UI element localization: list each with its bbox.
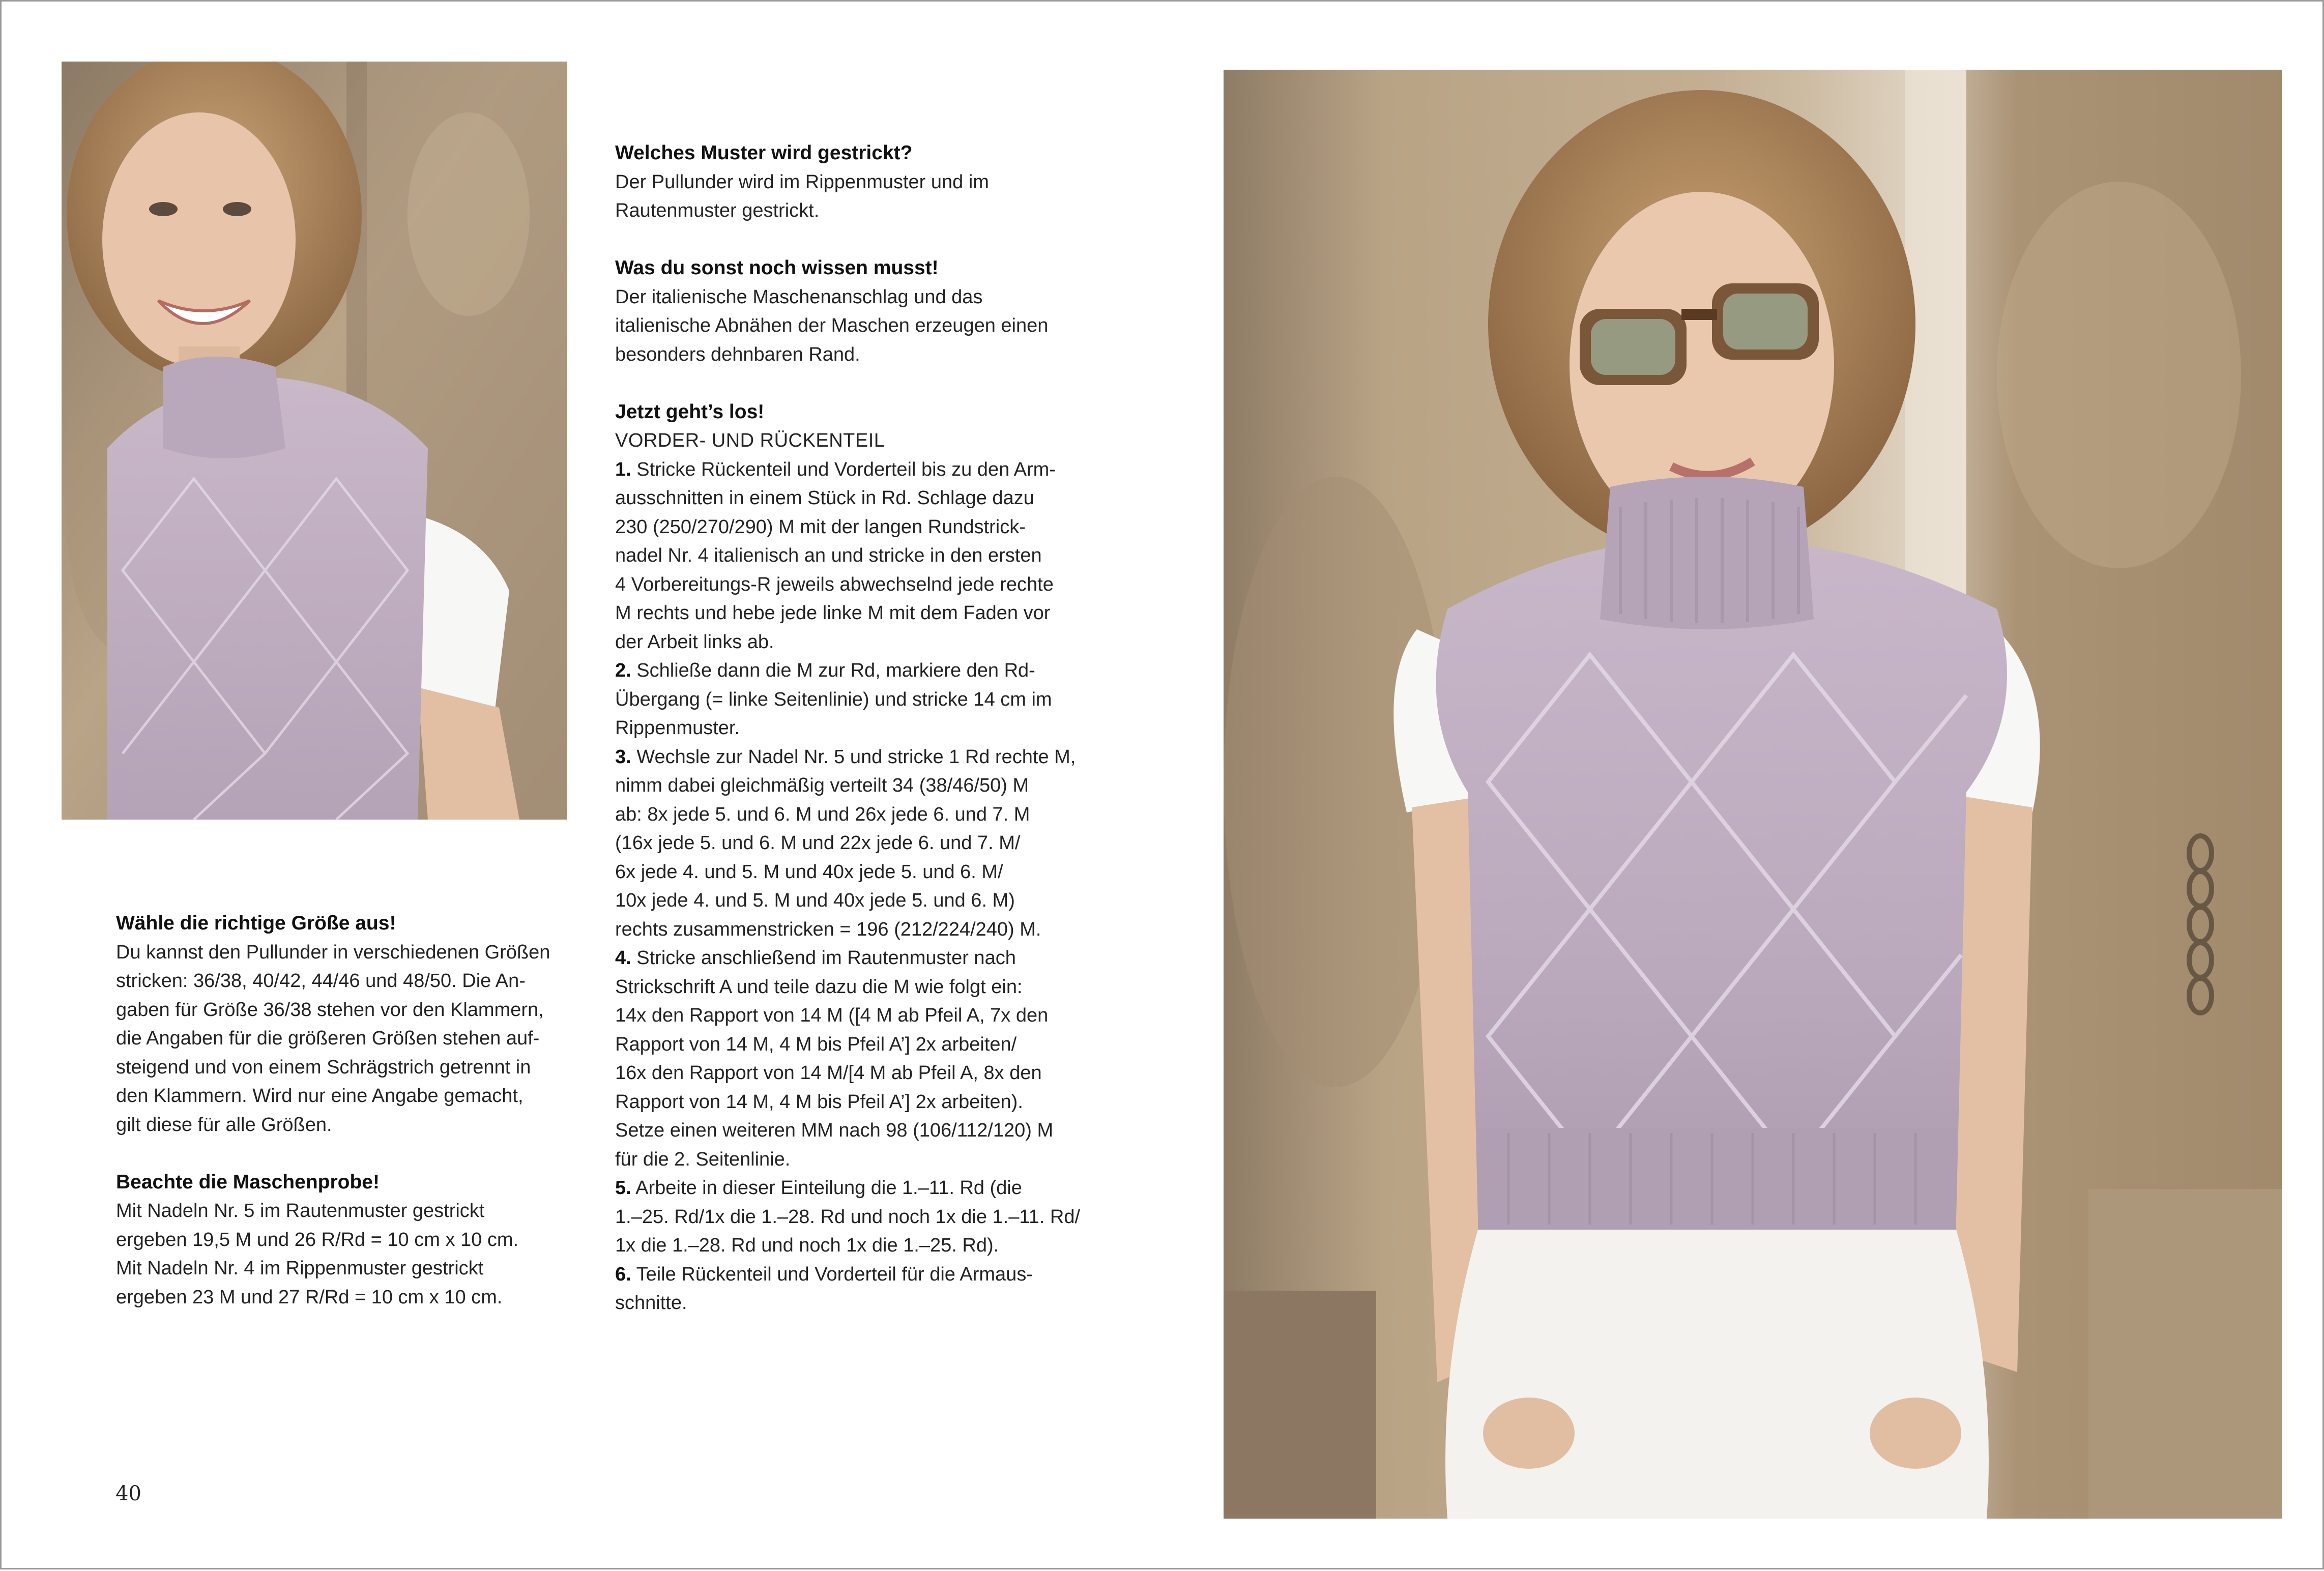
size-heading: Wähle die richtige Größe aus! <box>116 912 396 934</box>
page-number: 40 <box>115 1482 141 1505</box>
left-text-column <box>116 909 574 1312</box>
photo-model-smiling <box>62 62 567 820</box>
other-heading: Was du sonst noch wissen musst! <box>615 257 939 279</box>
pattern-text: Der Pullunder wird im Rippenmuster und im Rautenmuster gestrickt. <box>615 171 989 221</box>
step-1: 1. Stricke Rückenteil und Vorderteil bis zu den Arm- ausschnitten in einem Stück in Rd. Schlage dazu 230 (250/270/290) M mit der langen Rundstrick- nadel Nr. 4 italienisch an und stricke in den ersten 4 Vorbereitungs-R jeweils abwechselnd jede rechte M rechts und hebe jede linke M mit dem Faden vor der Arbeit links ab. <box>615 458 1056 653</box>
step-2: 2. Schließe dann die M zur Rd, markiere den Rd- Übergang (= linke Seitenlinie) und stricke 14 cm im Rippenmuster. <box>615 660 1052 739</box>
step-4: 4. Stricke anschließend im Rautenmuster nach Strickschrift A und teile dazu die M wie folgt ein: 14x den Rapport von 14 M ([4 M ab Pfeil A, 7x den Rapport von 14 M, 4 M bis Pfeil A’] 2x arbeiten/ 16x den Rapport von 14 M/[4 M ab Pfeil A, 8x den Rapport von 14 M, 4 M bis Pfeil A’] 2x arbeiten). Setze einen weiteren MM nach 98 (106/112/120) M für die 2. Seitenlinie. <box>615 947 1054 1170</box>
step-5: 5. Arbeite in dieser Einteilung die 1.–11. Rd (die 1.–25. Rd/1x die 1.–28. Rd und noch 1x die 1.–11. Rd/ 1x die 1.–28. Rd und noch 1x die 1.–25. Rd). <box>615 1177 1081 1256</box>
step-number: 1. <box>615 458 631 480</box>
start-heading: Jetzt geht’s los! <box>615 400 765 423</box>
step-number: 5. <box>615 1177 631 1199</box>
step-number: 3. <box>615 746 631 768</box>
step-3: 3. Wechsle zur Nadel Nr. 5 und stricke 1 Rd rechte M, nimm dabei gleichmäßig verteilt 34 (38/46/50) M ab: 8x jede 5. und 6. M und 26x jede 6. und 7. M (16x jede 5. und 6. M und 22x jede 6. und 7. M/ 6x jede 4. und 5. M und 40x jede 5. und 6. M/ 10x jede 4. und 5. M und 40x jede 5. und 6. M) rechts zusammenstricken = 196 (212/224/240) M. <box>615 746 1076 940</box>
gauge-text: Mit Nadeln Nr. 5 im Rautenmuster gestrickt ergeben 19,5 M und 26 R/Rd = 10 cm x 10 cm. Mit Nadeln Nr. 4 im Rippenmuster gestrickt ergeben 23 M und 27 R/Rd = 10 cm x 10 cm. <box>116 1200 519 1308</box>
instructions-column <box>615 139 1083 1318</box>
step-number: 4. <box>615 947 631 969</box>
size-text: Du kannst den Pullunder in verschiedenen Größen stricken: 36/38, 40/42, 44/46 und 48/50. Die An- gaben für Größe 36/38 stehen vor den Klammern, die Angaben für die größeren Größen stehen auf- steigend und von einem Schrägstrich getrennt in den Klammern. Wird nur eine Angabe gemacht, gilt diese für alle Größen. <box>116 941 550 1136</box>
pattern-heading: Welches Muster wird gestrickt? <box>615 142 913 164</box>
photo-model-smiling-image <box>62 62 567 820</box>
gauge-heading: Beachte die Maschenprobe! <box>116 1171 380 1193</box>
photo-model-sunglasses-image <box>1224 70 2282 1519</box>
photo-model-sunglasses <box>1224 70 2282 1519</box>
left-page <box>2 2 1164 1571</box>
step-6: 6. Teile Rückenteil und Vorderteil für die Armaus- schnitte. <box>615 1263 1033 1314</box>
section-subheading: VORDER- UND RÜCKENTEIL <box>615 430 885 451</box>
other-text: Der italienische Maschenanschlag und das italienische Abnähen der Maschen erzeugen einen besonders dehnbaren Rand. <box>615 286 1049 365</box>
step-number: 2. <box>615 660 631 681</box>
step-number: 6. <box>615 1263 631 1285</box>
